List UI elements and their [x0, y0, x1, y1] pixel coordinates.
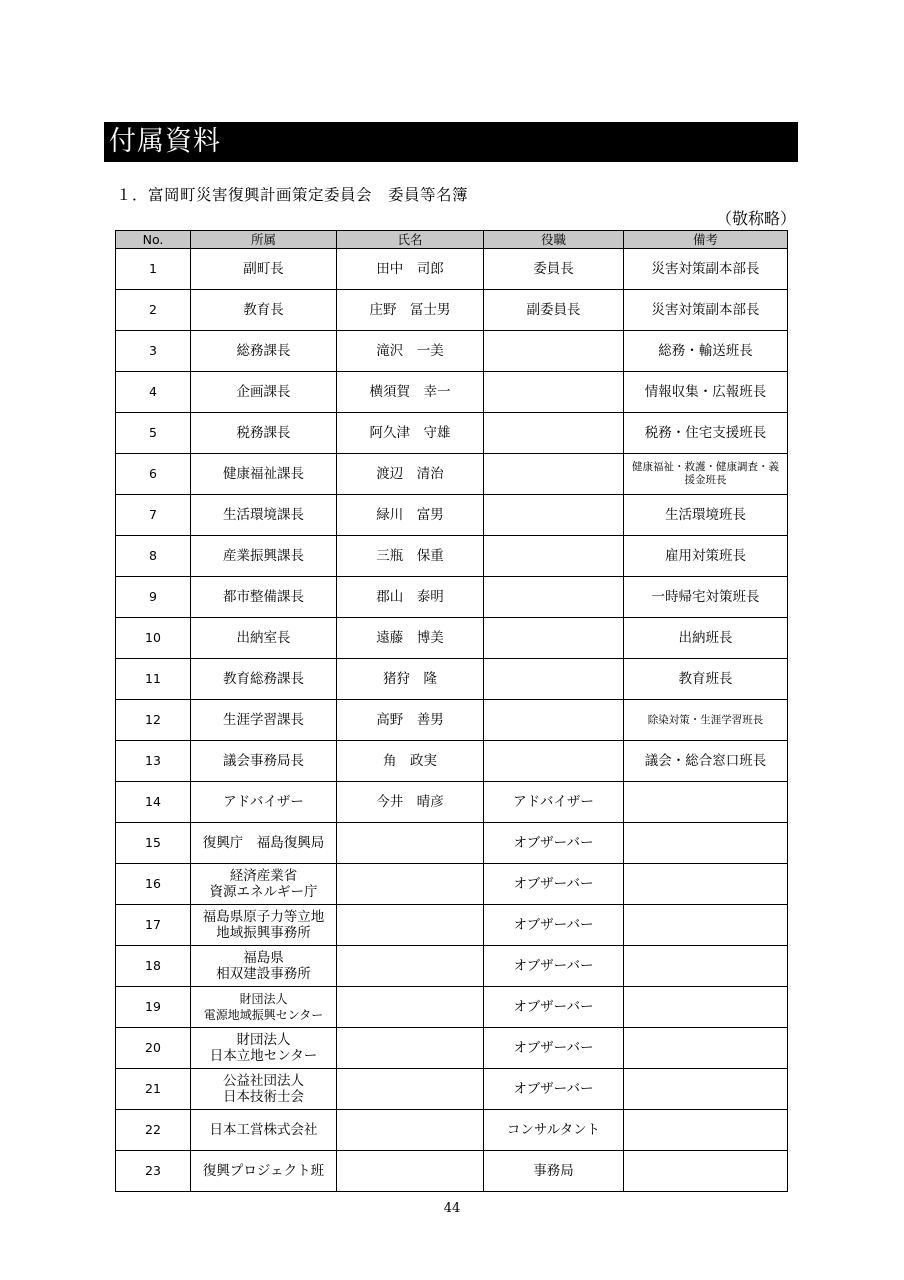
cell-affiliation: 復興庁 福島復興局: [191, 823, 337, 864]
table-row: [116, 372, 788, 413]
cell-affiliation: 副町長: [191, 249, 337, 290]
column-header-remarks: 備考: [624, 231, 788, 249]
table-row: [116, 495, 788, 536]
table-row: [116, 700, 788, 741]
cell-no: 4: [116, 372, 191, 413]
cell-remarks: 雇用対策班長: [624, 536, 788, 577]
cell-no: 9: [116, 577, 191, 618]
cell-no: 15: [116, 823, 191, 864]
cell-remarks: [624, 823, 788, 864]
cell-affiliation: 税務課長: [191, 413, 337, 454]
cell-name: [337, 823, 484, 864]
cell-remarks: 災害対策副本部長: [624, 290, 788, 331]
cell-name: 庄野 冨士男: [337, 290, 484, 331]
table-row: [116, 987, 788, 1028]
cell-affiliation: 議会事務局長: [191, 741, 337, 782]
cell-role: 副委員長: [484, 290, 624, 331]
cell-affiliation: 生活環境課長: [191, 495, 337, 536]
cell-no: 1: [116, 249, 191, 290]
cell-no: 21: [116, 1069, 191, 1110]
cell-affiliation: 教育総務課長: [191, 659, 337, 700]
cell-name: [337, 1151, 484, 1192]
table-row: [116, 577, 788, 618]
column-header-name: 氏名: [337, 231, 484, 249]
cell-remarks: [624, 905, 788, 946]
cell-name: 遠藤 博美: [337, 618, 484, 659]
cell-affiliation: 日本工営株式会社: [191, 1110, 337, 1151]
cell-affiliation: アドバイザー: [191, 782, 337, 823]
cell-remarks: [624, 1110, 788, 1151]
cell-name: 郡山 泰明: [337, 577, 484, 618]
cell-no: 6: [116, 454, 191, 495]
cell-remarks: [624, 987, 788, 1028]
cell-no: 19: [116, 987, 191, 1028]
cell-remarks: 生活環境班長: [624, 495, 788, 536]
cell-role: オブザーバー: [484, 905, 624, 946]
cell-name: [337, 987, 484, 1028]
cell-name: [337, 1028, 484, 1069]
column-header-affiliation: 所属: [191, 231, 337, 249]
cell-role: 委員長: [484, 249, 624, 290]
cell-name: [337, 946, 484, 987]
cell-name: 横須賀 幸一: [337, 372, 484, 413]
cell-affiliation: 産業振興課長: [191, 536, 337, 577]
cell-remarks: 税務・住宅支援班長: [624, 413, 788, 454]
cell-name: 滝沢 一美: [337, 331, 484, 372]
table-row: [116, 659, 788, 700]
table-body: [116, 249, 788, 1192]
cell-affiliation: 健康福祉課長: [191, 454, 337, 495]
cell-name: 緑川 富男: [337, 495, 484, 536]
cell-no: 12: [116, 700, 191, 741]
cell-remarks: [624, 1028, 788, 1069]
cell-remarks: 情報収集・広報班長: [624, 372, 788, 413]
cell-remarks: 教育班長: [624, 659, 788, 700]
cell-no: 18: [116, 946, 191, 987]
table-row: [116, 1069, 788, 1110]
cell-name: 田中 司郎: [337, 249, 484, 290]
cell-no: 14: [116, 782, 191, 823]
cell-role: [484, 413, 624, 454]
cell-role: [484, 372, 624, 413]
cell-name: [337, 1110, 484, 1151]
cell-role: オブザーバー: [484, 946, 624, 987]
cell-remarks: [624, 782, 788, 823]
cell-role: オブザーバー: [484, 864, 624, 905]
cell-role: [484, 618, 624, 659]
cell-role: [484, 659, 624, 700]
table-row: [116, 413, 788, 454]
cell-remarks: [624, 864, 788, 905]
cell-no: 17: [116, 905, 191, 946]
table-row: [116, 782, 788, 823]
cell-remarks: 除染対策・生涯学習班長: [624, 700, 788, 741]
cell-name: 角 政実: [337, 741, 484, 782]
cell-remarks: [624, 946, 788, 987]
table-row: [116, 864, 788, 905]
honorific-note: （敬称略）: [715, 209, 796, 228]
table-row: [116, 1110, 788, 1151]
cell-affiliation: 財団法人 電源地域振興センター: [191, 987, 337, 1028]
cell-name: [337, 1069, 484, 1110]
table-row: [116, 249, 788, 290]
cell-no: 20: [116, 1028, 191, 1069]
cell-remarks: [624, 1151, 788, 1192]
cell-remarks: 総務・輸送班長: [624, 331, 788, 372]
cell-name: 高野 善男: [337, 700, 484, 741]
cell-no: 8: [116, 536, 191, 577]
cell-role: 事務局: [484, 1151, 624, 1192]
section-title-banner: 付属資料: [104, 122, 798, 162]
table-row: [116, 946, 788, 987]
cell-role: オブザーバー: [484, 1028, 624, 1069]
cell-affiliation: 福島県 相双建設事務所: [191, 946, 337, 987]
table-row: [116, 290, 788, 331]
cell-affiliation: 出納室長: [191, 618, 337, 659]
cell-role: [484, 454, 624, 495]
cell-name: 渡辺 清治: [337, 454, 484, 495]
cell-no: 5: [116, 413, 191, 454]
table-row: [116, 905, 788, 946]
table-row: [116, 536, 788, 577]
table-row: [116, 331, 788, 372]
cell-role: [484, 495, 624, 536]
cell-remarks: 健康福祉・救護・健康調査・義 援金班長: [624, 454, 788, 495]
cell-affiliation: 企画課長: [191, 372, 337, 413]
cell-remarks: 出納班長: [624, 618, 788, 659]
table-row: [116, 618, 788, 659]
column-header-role: 役職: [484, 231, 624, 249]
cell-no: 3: [116, 331, 191, 372]
member-roster-table: [115, 230, 788, 1192]
cell-affiliation: 総務課長: [191, 331, 337, 372]
cell-affiliation: 都市整備課長: [191, 577, 337, 618]
cell-affiliation: 教育長: [191, 290, 337, 331]
page-number: 44: [443, 1201, 461, 1216]
cell-no: 16: [116, 864, 191, 905]
cell-name: 猪狩 隆: [337, 659, 484, 700]
cell-affiliation: 生涯学習課長: [191, 700, 337, 741]
cell-role: [484, 536, 624, 577]
cell-name: [337, 905, 484, 946]
cell-name: 今井 晴彦: [337, 782, 484, 823]
cell-affiliation: 財団法人 日本立地センター: [191, 1028, 337, 1069]
cell-no: 11: [116, 659, 191, 700]
cell-no: 2: [116, 290, 191, 331]
cell-affiliation: 経済産業省 資源エネルギー庁: [191, 864, 337, 905]
cell-role: [484, 577, 624, 618]
cell-affiliation: 公益社団法人 日本技術士会: [191, 1069, 337, 1110]
cell-role: コンサルタント: [484, 1110, 624, 1151]
cell-role: [484, 741, 624, 782]
cell-affiliation: 福島県原子力等立地 地域振興事務所: [191, 905, 337, 946]
cell-no: 10: [116, 618, 191, 659]
cell-no: 23: [116, 1151, 191, 1192]
cell-name: 三瓶 保重: [337, 536, 484, 577]
cell-role: オブザーバー: [484, 987, 624, 1028]
cell-name: 阿久津 守雄: [337, 413, 484, 454]
column-header-no: No.: [116, 231, 191, 249]
cell-name: [337, 864, 484, 905]
table-row: [116, 741, 788, 782]
cell-role: [484, 331, 624, 372]
cell-remarks: 一時帰宅対策班長: [624, 577, 788, 618]
cell-affiliation: 復興プロジェクト班: [191, 1151, 337, 1192]
cell-role: オブザーバー: [484, 1069, 624, 1110]
cell-remarks: 議会・総合窓口班長: [624, 741, 788, 782]
table-row: [116, 1151, 788, 1192]
cell-no: 7: [116, 495, 191, 536]
cell-no: 13: [116, 741, 191, 782]
cell-role: アドバイザー: [484, 782, 624, 823]
cell-role: オブザーバー: [484, 823, 624, 864]
cell-remarks: 災害対策副本部長: [624, 249, 788, 290]
cell-role: [484, 700, 624, 741]
cell-remarks: [624, 1069, 788, 1110]
roster-heading: １．富岡町災害復興計画策定委員会 委員等名簿: [116, 186, 469, 204]
table-header-row: [116, 231, 788, 249]
table-row: [116, 1028, 788, 1069]
cell-no: 22: [116, 1110, 191, 1151]
table-row: [116, 823, 788, 864]
table-row: [116, 454, 788, 495]
